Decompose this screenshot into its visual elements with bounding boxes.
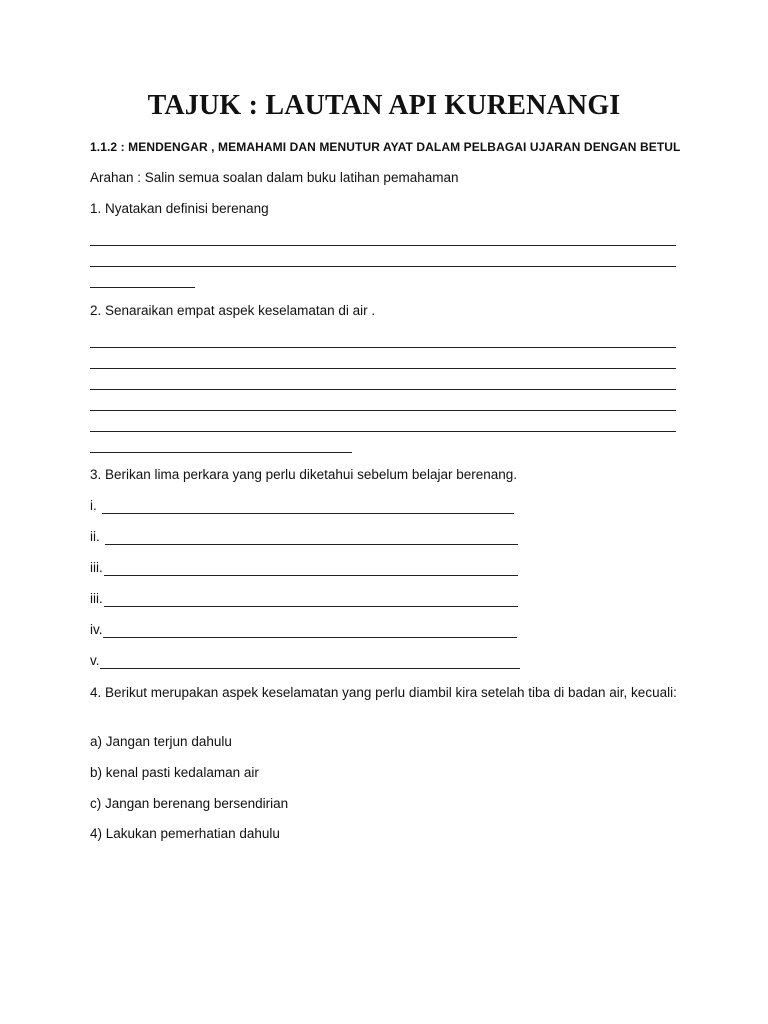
item-label: v. (90, 653, 100, 668)
answer-line (90, 245, 676, 246)
item-label: i. (90, 498, 97, 513)
item-label: iv. (90, 622, 103, 637)
answer-line (90, 452, 352, 453)
learning-standard: 1.1.2 : MENDENGAR , MEMAHAMI DAN MENUTUR AYAT DALAM PELBAGAI UJARAN DENGAN BETUL (90, 140, 681, 154)
answer-line (90, 287, 195, 288)
answer-item (90, 653, 100, 668)
item-label: iii. (90, 591, 103, 606)
answer-line (90, 368, 676, 369)
answer-item (90, 498, 97, 513)
answer-line (90, 410, 676, 411)
answer-line (105, 544, 518, 545)
answer-line (100, 668, 520, 669)
question-4: 4. Berikut merupakan aspek keselamatan yang perlu diambil kira setelah tiba di badan air, kecuali: (90, 685, 677, 700)
answer-line (103, 637, 517, 638)
answer-line (90, 389, 676, 390)
answer-item (90, 560, 103, 575)
answer-item (90, 622, 103, 637)
option-b: b) kenal pasti kedalaman air (90, 765, 259, 780)
option-c: c) Jangan berenang bersendirian (90, 796, 289, 811)
answer-line (102, 513, 514, 514)
option-a: a) Jangan terjun dahulu (90, 734, 232, 749)
answer-line (104, 606, 518, 607)
question-2: 2. Senaraikan empat aspek keselamatan di air . (90, 303, 376, 318)
instruction-text: Arahan : Salin semua soalan dalam buku latihan pemahaman (90, 170, 459, 185)
answer-line (90, 347, 676, 348)
answer-item (90, 591, 103, 606)
answer-line (90, 431, 676, 432)
item-label: ii. (90, 529, 100, 544)
answer-item (90, 529, 100, 544)
item-label: iii. (90, 560, 103, 575)
page-title: TAJUK : LAUTAN API KURENANGI (147, 90, 621, 121)
question-1: 1. Nyatakan definisi berenang (90, 201, 269, 216)
answer-line (104, 575, 518, 576)
question-3: 3. Berikan lima perkara yang perlu diketahui sebelum belajar berenang. (90, 467, 518, 482)
answer-line (90, 266, 676, 267)
option-d: 4) Lakukan pemerhatian dahulu (90, 826, 280, 841)
